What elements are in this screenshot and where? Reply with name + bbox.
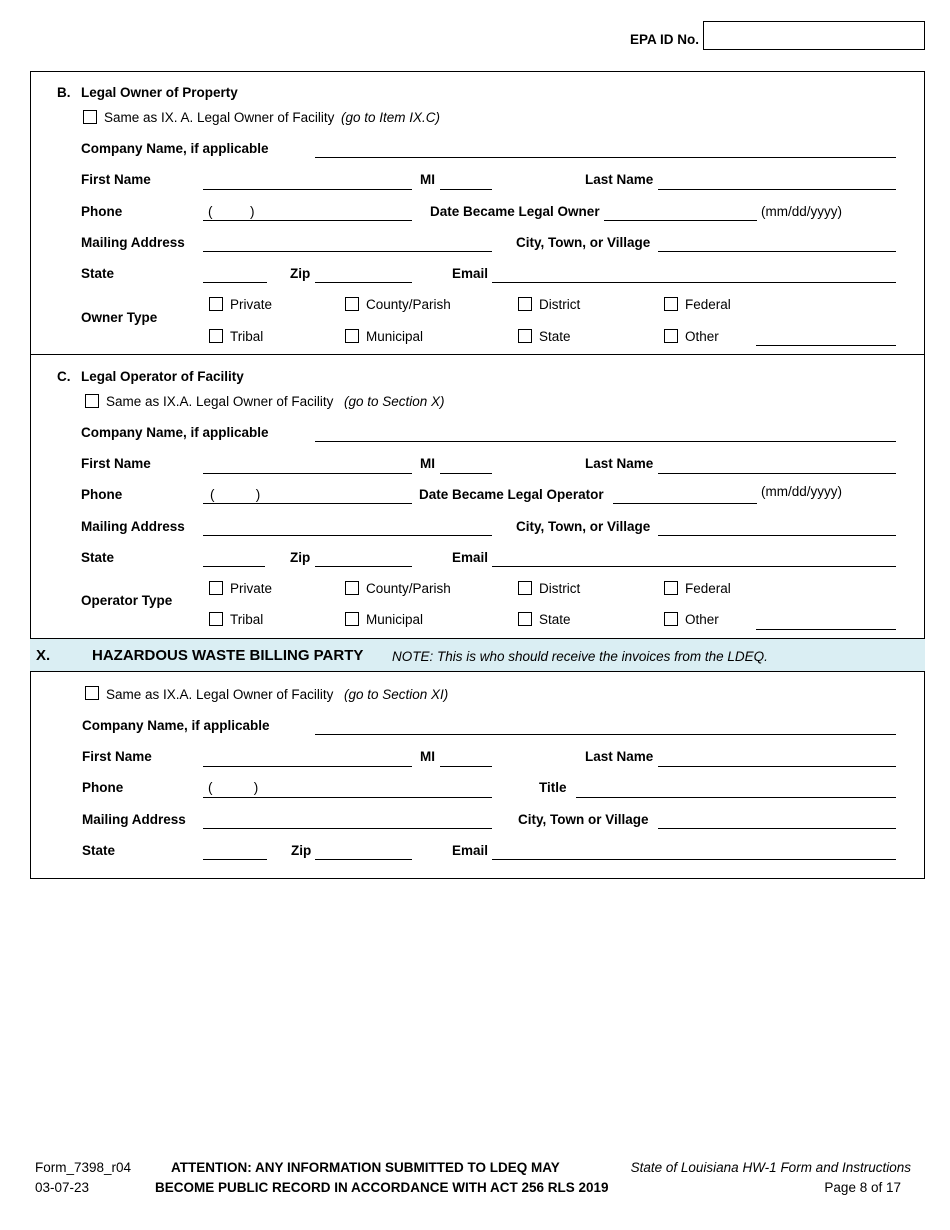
section-c-private-checkbox[interactable] [209,581,223,595]
section-b-company-field[interactable] [315,157,896,158]
section-c-mi-field[interactable] [440,473,492,474]
section-x-city-label: City, Town or Village [518,812,649,827]
section-b-first-name-label: First Name [81,172,151,187]
section-c-phone-template: ( ) [210,487,261,502]
epa-id-input[interactable] [703,21,925,50]
section-c-municipal-label: Municipal [366,612,424,627]
section-c-city-field[interactable] [658,535,896,536]
section-c-other-field[interactable] [756,629,896,630]
section-b-same-as-label: Same as IX. A. Legal Owner of Facility [104,110,335,125]
section-c-zip-field[interactable] [315,566,412,567]
section-c-federal-checkbox[interactable] [664,581,678,595]
section-c-mailing-label: Mailing Address [81,519,185,534]
section-divider [30,354,925,355]
section-b-type-label: Owner Type [81,310,158,325]
section-x-same-as-label: Same as IX.A. Legal Owner of Facility [106,687,334,702]
section-c-private-label: Private [230,581,273,596]
section-b-municipal-label: Municipal [366,329,424,344]
section-b-state-type-label: State [539,329,571,344]
section-c-type-label: Operator Type [81,593,173,608]
section-x-last-name-field[interactable] [658,766,896,767]
section-c-date-field[interactable] [613,503,757,504]
section-c-district-label: District [539,581,581,596]
section-c-email-field[interactable] [492,566,896,567]
section-b-city-field[interactable] [658,251,896,252]
section-c-heading: Legal Operator of Facility [81,369,244,384]
section-b-letter: B. [57,85,71,100]
section-b-district-checkbox[interactable] [518,297,532,311]
section-x-mailing-label: Mailing Address [82,812,186,827]
footer-page-number: Page 8 of 17 [824,1180,901,1195]
section-b-phone-label: Phone [81,204,123,219]
section-b-phone-field[interactable] [203,220,412,221]
section-c-state-field[interactable] [203,566,265,567]
section-c-last-name-label: Last Name [585,456,654,471]
section-c-state-checkbox[interactable] [518,612,532,626]
section-b-city-label: City, Town, or Village [516,235,651,250]
section-c-district-checkbox[interactable] [518,581,532,595]
section-x-email-field[interactable] [492,859,896,860]
section-c-same-as-checkbox[interactable] [85,394,99,408]
frame-top [30,71,925,72]
section-c-tribal-label: Tribal [230,612,264,627]
section-c-federal-label: Federal [685,581,731,596]
section-b-federal-label: Federal [685,297,731,312]
section-b-date-field[interactable] [604,220,757,221]
section-c-email-label: Email [452,550,489,565]
section-c-city-label: City, Town, or Village [516,519,651,534]
section-b-date-label: Date Became Legal Owner [430,204,600,219]
section-b-email-field[interactable] [492,282,896,283]
section-b-state-checkbox[interactable] [518,329,532,343]
section-c-county-checkbox[interactable] [345,581,359,595]
section-b-county-label: County/Parish [366,297,451,312]
footer-date: 03-07-23 [35,1180,90,1195]
section-x-mi-field[interactable] [440,766,492,767]
section-x-zip-label: Zip [291,843,312,858]
section-c-county-label: County/Parish [366,581,451,596]
footer-doc-title: State of Louisiana HW-1 Form and Instructions [630,1160,911,1175]
section-c-date-format: (mm/dd/yyyy) [761,484,842,499]
section-b-email-label: Email [452,266,489,281]
section-c-zip-label: Zip [290,550,311,565]
footer-attention-line1: ATTENTION: ANY INFORMATION SUBMITTED TO LDEQ MAY [171,1160,560,1175]
section-c-mailing-field[interactable] [203,535,492,536]
section-c-date-label: Date Became Legal Operator [419,487,604,502]
section-c-municipal-checkbox[interactable] [345,612,359,626]
epa-id-label: EPA ID No. [630,32,700,47]
section-b-other-field[interactable] [756,345,896,346]
section-b-private-checkbox[interactable] [209,297,223,311]
section-b-zip-label: Zip [290,266,311,281]
section-x-company-label: Company Name, if applicable [82,718,270,733]
section-b-county-checkbox[interactable] [345,297,359,311]
section-c-company-field[interactable] [315,441,896,442]
section-b-zip-field[interactable] [315,282,412,283]
section-b-last-name-field[interactable] [658,189,896,190]
section-b-other-checkbox[interactable] [664,329,678,343]
section-b-state-field[interactable] [203,282,267,283]
section-x-same-as-note: (go to Section XI) [344,687,449,702]
section-x-company-field[interactable] [315,734,896,735]
section-b-same-as-checkbox[interactable] [83,110,97,124]
section-c-same-as-note: (go to Section X) [344,394,445,409]
section-b-mailing-label: Mailing Address [81,235,185,250]
section-b-first-name-field[interactable] [203,189,412,190]
section-x-phone-field[interactable] [203,797,492,798]
section-b-date-format: (mm/dd/yyyy) [761,204,842,219]
section-b-state-label: State [81,266,115,281]
footer-form-id: Form_7398_r04 [35,1160,132,1175]
frame-bottom [30,878,925,879]
section-c-phone-label: Phone [81,487,123,502]
section-b-phone-template: ( ) [208,204,255,219]
section-b-private-label: Private [230,297,273,312]
section-c-first-name-label: First Name [81,456,151,471]
section-c-same-as-label: Same as IX.A. Legal Owner of Facility [106,394,334,409]
section-x-same-as-checkbox[interactable] [85,686,99,700]
section-c-mi-label: MI [420,456,435,471]
section-b-mailing-field[interactable] [203,251,492,252]
section-x-number: X. [36,647,51,664]
section-x-zip-field[interactable] [315,859,412,860]
section-c-tribal-checkbox[interactable] [209,612,223,626]
section-x-phone-template: ( ) [208,780,259,795]
footer-attention-line2: BECOME PUBLIC RECORD IN ACCORDANCE WITH ACT 256 RLS 2019 [155,1180,609,1195]
section-x-email-label: Email [452,843,489,858]
section-b-mi-label: MI [420,172,435,187]
section-b-municipal-checkbox[interactable] [345,329,359,343]
section-b-heading: Legal Owner of Property [81,85,238,100]
frame-left [30,71,31,878]
section-b-federal-checkbox[interactable] [664,297,678,311]
section-c-other-label: Other [685,612,719,627]
section-c-state-label: State [81,550,115,565]
section-x-phone-label: Phone [82,780,124,795]
section-c-company-label: Company Name, if applicable [81,425,269,440]
section-x-last-name-label: Last Name [585,749,654,764]
section-x-mi-label: MI [420,749,435,764]
frame-right [924,71,925,878]
section-c-first-name-field[interactable] [203,473,412,474]
section-x-mailing-field[interactable] [203,828,492,829]
section-c-phone-field[interactable] [203,503,412,504]
section-c-letter: C. [57,369,71,384]
section-c-state-type-label: State [539,612,571,627]
section-x-title-label: Title [539,780,567,795]
section-c-other-checkbox[interactable] [664,612,678,626]
section-b-tribal-checkbox[interactable] [209,329,223,343]
section-x-state-field[interactable] [203,859,267,860]
section-x-title: HAZARDOUS WASTE BILLING PARTY [92,647,364,664]
section-x-first-name-label: First Name [82,749,152,764]
section-c-last-name-field[interactable] [658,473,896,474]
section-x-city-field[interactable] [658,828,896,829]
section-x-first-name-field[interactable] [203,766,412,767]
section-b-tribal-label: Tribal [230,329,264,344]
section-b-company-label: Company Name, if applicable [81,141,269,156]
section-b-district-label: District [539,297,581,312]
section-x-title-field[interactable] [576,797,896,798]
section-b-last-name-label: Last Name [585,172,654,187]
section-b-same-as-note: (go to Item IX.C) [341,110,441,125]
section-b-other-label: Other [685,329,719,344]
section-x-state-label: State [82,843,116,858]
section-x-note: NOTE: This is who should receive the invoices from the LDEQ. [392,649,768,664]
section-b-mi-field[interactable] [440,189,492,190]
